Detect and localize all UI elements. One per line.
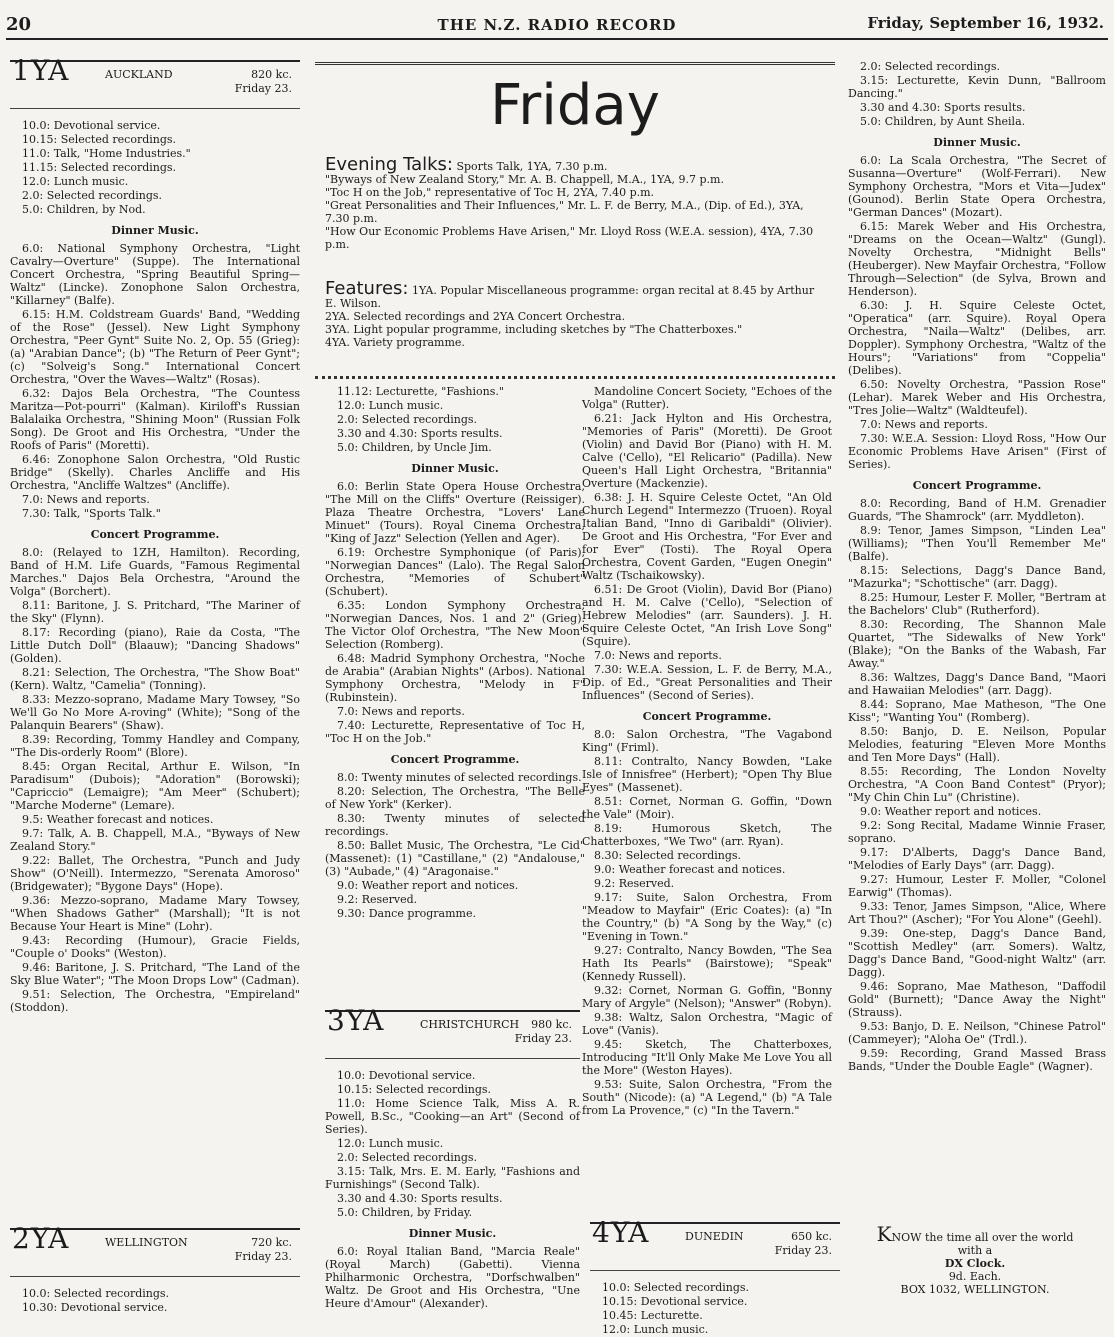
schedule-item: 2.0: Selected recordings. <box>860 60 1001 73</box>
schedule-item: 8.19: Humorous Sketch, The Chatterboxes, "We Two" (arr. Ryan). <box>582 822 832 848</box>
column-1yA <box>10 54 300 1015</box>
schedule-item: 8.25: Humour, Lester F. Moller, "Bertram at the Bachelors' Club" (Rutherford). <box>848 591 1106 617</box>
friday-banner <box>315 62 835 145</box>
schedule-item: 10.0: Selected recordings. <box>22 1287 170 1300</box>
schedule-item: 5.0: Children, by Nod. <box>22 203 146 216</box>
dx-clock-advertisement <box>850 1222 1100 1296</box>
schedule-item: 10.0: Devotional service. <box>337 1069 476 1082</box>
station-day: Friday 23. <box>514 1032 572 1045</box>
talk-line: Sports Talk, 1YA, 7.30 p.m. <box>456 160 608 173</box>
schedule-item: 6.15: H.M. Coldstream Guards' Band, "Wedding of the Rose" (Jessel). New Light Symphony Orchestra, "Peer Gynt" Suite No. 2, Op. 55 (Grieg): (a) "Arabian Dance"; (b) "The Return of Peer Gynt"; (c) "Solveig's Song." International Concert Orchestra, "Over the Waves—Waltz" (Rosas). <box>10 308 300 386</box>
section-heading: Dinner Music. <box>411 462 499 475</box>
schedule-item: 11.12: Lecturette, "Fashions." <box>337 385 504 398</box>
schedule-item: 8.0: Recording, Band of H.M. Grenadier Guards, "The Shamrock" (arr. Myddleton). <box>848 497 1106 523</box>
schedule-item: 11.15: Selected recordings. <box>22 161 177 174</box>
schedule-item: 12.0: Lunch music. <box>22 175 129 188</box>
schedule-item: 11.0: Talk, "Home Industries." <box>22 147 191 160</box>
ad-line: 9d. Each. <box>948 1270 1002 1283</box>
schedule-item: 9.53: Suite, Salon Orchestra, "From the South" (Nicode): (a) "A Legend," (b) "A Tale from La Provence," (c) "In the Tavern." <box>582 1078 832 1117</box>
schedule-item: 9.17: D'Alberts, Dagg's Dance Band, "Melodies of Early Days" (arr. Dagg). <box>848 846 1106 872</box>
feature-line: 3YA. Light popular programme, including sketches by "The Chatterboxes." <box>325 323 743 336</box>
header-rule <box>6 38 1108 40</box>
column-2yA <box>10 1222 300 1315</box>
schedule-item: 7.0: News and reports. <box>860 418 988 431</box>
schedule-item: 10.0: Devotional service. <box>22 119 161 132</box>
schedule-item: 10.0: Selected recordings. <box>602 1281 750 1294</box>
talk-line: "How Our Economic Problems Have Arisen," Mr. Lloyd Ross (W.E.A. session), 4YA, 7.30 p.m. <box>325 225 814 251</box>
schedule-item: 6.0: National Symphony Orchestra, "Light Cavalry—Overture" (Suppe). The International Concert Orchestra, "Spring Beautiful Spring—Waltz" (Lincke). Zonophone Salon Orchestra, "Killarney" (Balfe). <box>10 242 300 307</box>
schedule-item: 5.0: Children, by Uncle Jim. <box>337 441 492 454</box>
schedule-item: 7.0: News and reports. <box>337 705 465 718</box>
publication-title: THE N.Z. RADIO RECORD <box>437 16 677 34</box>
schedule-item: 8.0: (Relayed to 1ZH, Hamilton). Recording, Band of H.M. Life Guards, "Famous Regimental Marches." Dajos Bela Orchestra, "Around the Volga" (Borchert). <box>10 546 300 598</box>
station-call: 2YA <box>12 1222 70 1255</box>
schedule-item: 6.0: La Scala Orchestra, "The Secret of Susanna—Overture" (Wolf-Ferrari). New Symphony Orchestra, "Mors et Vita—Judex" (Gounod). Berlin State Opera Orchestra, "German Dances" (Mozart). <box>848 154 1106 219</box>
schedule-item: 8.50: Ballet Music, The Orchestra, "Le Cid" (Massenet): (1) "Castillane," (2) "Andalouse," (3) "Aubade," (4) "Aragonaise." <box>325 839 585 878</box>
banner-title: Friday <box>490 73 660 138</box>
schedule-item: 9.45: Sketch, The Chatterboxes, Introducing "It'll Only Make Me Love You all the More" (Weston Hayes). <box>582 1038 832 1077</box>
section-heading: Dinner Music. <box>933 136 1021 149</box>
column-2yA-continued <box>325 385 585 921</box>
station-frequency: 980 kc. <box>531 1018 572 1031</box>
schedule-item: 3.30 and 4.30: Sports results. <box>337 1192 503 1205</box>
station-city: CHRISTCHURCH <box>420 1018 520 1031</box>
ad-line: with a <box>957 1244 993 1257</box>
schedule-item: 9.7: Talk, A. B. Chappell, M.A., "Byways of New Zealand Story." <box>10 827 300 853</box>
schedule-item: 8.36: Waltzes, Dagg's Dance Band, "Maori and Hawaiian Melodies" (arr. Dagg). <box>848 671 1106 697</box>
station-day: Friday 23. <box>234 82 292 95</box>
schedule-item: 9.46: Baritone, J. S. Pritchard, "The Land of the Sky Blue Water"; "The Moon Drops Low" (Cadman). <box>10 961 300 987</box>
schedule-item: 6.50: Novelty Orchestra, "Passion Rose" (Lehar). Marek Weber and His Orchestra, "Tres Jolie—Waltz" (Waldteufel). <box>848 378 1106 417</box>
talk-line: "Toc H on the Job," representative of Toc H, 2YA, 7.40 p.m. <box>325 186 655 199</box>
schedule-item: 8.11: Contralto, Nancy Bowden, "Lake Isle of Innisfree" (Herbert); "Open Thy Blue Eyes" (Massenet). <box>582 755 832 794</box>
schedule-item: 8.0: Salon Orchestra, "The Vagabond King" (Friml). <box>582 728 832 754</box>
schedule-item: 9.2: Reserved. <box>337 893 418 906</box>
schedule-item: Mandoline Concert Society, "Echoes of the Volga" (Rutter). <box>582 385 832 411</box>
schedule-item: 6.32: Dajos Bela Orchestra, "The Countess Maritza—Pot-pourri" (Kalman). Kiriloff's Russian Balalaika Orchestra, "Shining Moon" (Russian Folk Song). De Groot and His Orchestra, "Under the Roofs of Paris" (Moretti). <box>10 387 300 452</box>
schedule-item: 9.59: Recording, Grand Massed Brass Bands, "Under the Double Eagle" (Wagner). <box>848 1047 1106 1073</box>
station-header-3yA <box>325 1004 580 1059</box>
schedule-item: 8.30: Recording, The Shannon Male Quartet, "The Sidewalks of New York" (Blake); "On the Banks of the Wabash, Far Away." <box>848 618 1106 670</box>
schedule-item: 3.15: Talk, Mrs. E. M. Early, "Fashions and Furnishings" (Second Talk). <box>325 1165 580 1191</box>
schedule-item: 6.48: Madrid Symphony Orchestra, "Noche de Arabia" (Arabian Nights" (Arbos). National Symphony Orchestra, "Melody in F" (Rubinstein). <box>325 652 585 704</box>
dotted-divider <box>315 376 835 385</box>
schedule-item: 8.30: Twenty minutes of selected recordings. <box>325 812 585 838</box>
station-city: DUNEDIN <box>685 1230 744 1243</box>
ad-dropcap: K <box>876 1222 892 1246</box>
section-heading: Concert Programme. <box>90 528 220 541</box>
schedule-item: 8.15: Selections, Dagg's Dance Band, "Mazurka"; "Schottische" (arr. Dagg). <box>848 564 1106 590</box>
schedule-item: 6.46: Zonophone Salon Orchestra, "Old Rustic Bridge" (Skelly). Charles Ancliffe and His Orchestra, "Ancliffe Waltzes" (Ancliffe). <box>10 453 300 492</box>
section-heading: Concert Programme. <box>912 479 1042 492</box>
evening-talks <box>325 154 825 251</box>
schedule-item: 8.33: Mezzo-soprano, Madame Mary Towsey, "So We'll Go No More A-roving" (White); "Song of the Palanquin Bearers" (Shaw). <box>10 693 300 732</box>
schedule-item: 9.33: Tenor, James Simpson, "Alice, Where Art Thou?" (Ascher); "For You Alone" (Geehl). <box>848 900 1106 926</box>
schedule-item: 9.30: Dance programme. <box>337 907 476 920</box>
schedule-item: 8.17: Recording (piano), Raie da Costa, "The Little Dutch Doll" (Blaauw); "Dancing Shadows" (Golden). <box>10 626 300 665</box>
schedule-item: 6.15: Marek Weber and His Orchestra, "Dreams on the Ocean—Waltz" (Gungl). Novelty Orchestra, "Midnight Bells" (Heuberger). New Mayfair Orchestra, "Follow Through—Selection" (de Sylva, Brown and Henderson). <box>848 220 1106 298</box>
station-call: 3YA <box>327 1004 385 1037</box>
column-4yA-continued <box>848 60 1106 1074</box>
schedule-item: 9.5: Weather forecast and notices. <box>22 813 214 826</box>
station-city: AUCKLAND <box>105 68 173 81</box>
schedule-item: 12.0: Lunch music. <box>602 1323 709 1336</box>
station-city: WELLINGTON <box>105 1236 188 1249</box>
station-day: Friday 23. <box>774 1244 832 1257</box>
schedule-item: 8.39: Recording, Tommy Handley and Company, "The Dis-orderly Room" (Blore). <box>10 733 300 759</box>
schedule-item: 8.51: Cornet, Norman G. Goffin, "Down the Vale" (Moir). <box>582 795 832 821</box>
schedule-item: 8.9: Tenor, James Simpson, "Linden Lea" (Williams); "Then You'll Remember Me" (Balfe). <box>848 524 1106 563</box>
schedule-item: 5.0: Children, by Aunt Sheila. <box>860 115 1026 128</box>
schedule-item: 6.38: J. H. Squire Celeste Octet, "An Old Church Legend" Intermezzo (Truoen). Royal Italian Band, "Inno di Garibaldi" (Olivier). De Groot and His Orchestra, "For Ever and for Ever" (Tosti). The Royal Opera Orchestra, Covent Garden, "Eugen Onegin" Waltz (Tschaikowsky). <box>582 491 832 582</box>
schedule-item: 8.21: Selection, The Orchestra, "The Show Boat" (Kern). Waltz, "Camelia" (Tonning). <box>10 666 300 692</box>
section-heading: Dinner Music. <box>111 224 199 237</box>
ad-line: DX Clock. <box>944 1257 1006 1270</box>
station-header-1yA <box>10 54 300 109</box>
schedule-item: 6.21: Jack Hylton and His Orchestra, "Memories of Paris" (Moretti). De Groot (Violin) and David Bor (Piano) with H. M. Calve ('Cello), "El Relicario" (Padilla). New Queen's Hall Light Orchestra, "Britannia" Overture (Mackenzie). <box>582 412 832 490</box>
schedule-item: 10.45: Lecturette. <box>602 1309 703 1322</box>
station-frequency: 820 kc. <box>251 68 292 81</box>
schedule-item: 9.36: Mezzo-soprano, Madame Mary Towsey, "When Shadows Gather" (Marshall); "It is not Because Your Heart is Mine" (Lohr). <box>10 894 300 933</box>
schedule-item: 10.15: Devotional service. <box>602 1295 748 1308</box>
schedule-item: 6.0: Royal Italian Band, "Marcia Reale" (Royal March) (Gabetti). Vienna Philharmonic Orchestra, "Dorfschwalben" Waltz. De Groot and His Orchestra, "Une Heure d'Amour" (Alexander). <box>325 1245 580 1310</box>
schedule-item: 3.30 and 4.30: Sports results. <box>337 427 503 440</box>
schedule-item: 11.0: Home Science Talk, Miss A. R. Powell, B.Sc., "Cooking—an Art" (Second of Series). <box>325 1097 580 1136</box>
features-label: Features: <box>325 278 409 299</box>
talk-line: "Great Personalities and Their Influences," Mr. L. F. de Berry, M.A., (Dip. of Ed.), 3YA, 7.30 p.m. <box>325 199 804 225</box>
schedule-item: 9.0: Weather report and notices. <box>860 805 1042 818</box>
schedule-item: 2.0: Selected recordings. <box>337 1151 478 1164</box>
schedule-item: 12.0: Lunch music. <box>337 1137 444 1150</box>
schedule-item: 9.2: Reserved. <box>594 877 675 890</box>
schedule-item: 9.17: Suite, Salon Orchestra, From "Meadow to Mayfair" (Eric Coates): (a) "In the Country," (b) "A Song by the Way," (c) "Evening in Town." <box>582 891 832 943</box>
schedule-item: 7.30: Talk, "Sports Talk." <box>22 507 161 520</box>
station-call: 4YA <box>592 1216 650 1249</box>
schedule-item: 10.15: Selected recordings. <box>22 133 177 146</box>
schedule-item: 8.0: Twenty minutes of selected recordings. <box>337 771 582 784</box>
ad-line: NOW the time all over the world <box>891 1231 1074 1244</box>
schedule-item: 9.2: Song Recital, Madame Winnie Fraser, soprano. <box>848 819 1106 845</box>
station-frequency: 720 kc. <box>251 1236 292 1249</box>
station-header-2yA <box>10 1222 300 1277</box>
schedule-item: 9.0: Weather forecast and notices. <box>594 863 786 876</box>
schedule-item: 9.46: Soprano, Mae Matheson, "Daffodil Gold" (Burnett); "Dance Away the Night" (Strauss). <box>848 980 1106 1019</box>
evening-talks-label: Evening Talks: <box>325 154 453 175</box>
features <box>325 278 825 349</box>
schedule-item: 3.30 and 4.30: Sports results. <box>860 101 1026 114</box>
schedule-item: 6.0: Berlin State Opera House Orchestra, "The Mill on the Cliffs" Overture (Reissiger). Plaza Theatre Orchestra, "Lovers' Lane Minuet" (Tours). Royal Cinema Orchestra, "King of Jazz" Selection (Yellen and Ager). <box>325 480 585 545</box>
schedule-item: 9.53: Banjo, D. E. Neilson, "Chinese Patrol" (Cammeyer); "Aloha Oe" (Trdl.). <box>848 1020 1106 1046</box>
schedule-item: 10.15: Selected recordings. <box>337 1083 492 1096</box>
schedule-item: 9.27: Humour, Lester F. Moller, "Colonel Earwig" (Thomas). <box>848 873 1106 899</box>
page-number: 20 <box>6 14 32 35</box>
page-header <box>0 8 1114 38</box>
column-3yA-continued <box>582 385 832 1118</box>
feature-line: 4YA. Variety programme. <box>325 336 465 349</box>
schedule-item: 9.39: One-step, Dagg's Dance Band, "Scottish Medley" (arr. Somers). Waltz, Dagg's Dance Band, "Good-night Waltz" (arr. Dagg). <box>848 927 1106 979</box>
schedule-item: 6.19: Orchestre Symphonique (of Paris), "Norwegian Dances" (Lalo). The Regal Salon Orchestra, "Memories of Schubert" (Schubert). <box>325 546 585 598</box>
station-day: Friday 23. <box>234 1250 292 1263</box>
schedule-item: 3.15: Lecturette, Kevin Dunn, "Ballroom Dancing." <box>848 74 1106 100</box>
schedule-item: 8.55: Recording, The London Novelty Orchestra, "A Coon Band Contest" (Pryor); "My Chin Chin Lu" (Christine). <box>848 765 1106 804</box>
day-schedule <box>10 119 300 216</box>
issue-date: Friday, September 16, 1932. <box>867 14 1104 32</box>
section-heading: Dinner Music. <box>408 1227 497 1240</box>
schedule-item: 12.0: Lunch music. <box>337 399 444 412</box>
ad-line: BOX 1032, WELLINGTON. <box>900 1283 1050 1296</box>
station-header-4yA <box>590 1216 840 1271</box>
schedule-item: 7.30: W.E.A. Session, L. F. de Berry, M.A., Dip. of Ed., "Great Personalities and Their Influences" (Second of Series). <box>582 663 832 702</box>
schedule-item: 8.11: Baritone, J. S. Pritchard, "The Mariner of the Sky" (Flynn). <box>10 599 300 625</box>
station-frequency: 650 kc. <box>791 1230 832 1243</box>
schedule-item: 6.35: London Symphony Orchestra, "Norwegian Dances, Nos. 1 and 2" (Grieg). The Victor Olof Orchestra, "The New Moon" Selection (Romberg). <box>325 599 585 651</box>
schedule-item: 7.40: Lecturette, Representative of Toc H, "Toc H on the Job." <box>325 719 585 745</box>
schedule-item: 9.27: Contralto, Nancy Bowden, "The Sea Hath Its Pearls" (Bairstowe); "Speak" (Kennedy Russell). <box>582 944 832 983</box>
section-heading: Concert Programme. <box>642 710 772 723</box>
schedule-item: 9.0: Weather report and notices. <box>337 879 519 892</box>
schedule-item: 8.50: Banjo, D. E. Neilson, Popular Melodies, featuring "Eleven More Months and Ten More Days" (Hall). <box>848 725 1106 764</box>
column-3yA <box>325 1004 580 1311</box>
schedule-item: 7.30: W.E.A. Session: Lloyd Ross, "How Our Economic Problems Have Arisen" (First of Series). <box>848 432 1106 471</box>
feature-line: 1YA. Popular Miscellaneous programme: organ recital at 8.45 by Arthur E. Wilson. <box>325 284 815 310</box>
schedule-item: 9.43: Recording (Humour), Gracie Fields, "Couple o' Dooks" (Weston). <box>10 934 300 960</box>
schedule-item: 6.30: J. H. Squire Celeste Octet, "Operatica" (arr. Squire). Royal Opera Orchestra, "Naila—Waltz" (Delibes, arr. Doppler). Symphony Orchestra, "Waltz of the Hours"; "Variations" from "Coppelia" (Delibes). <box>848 299 1106 377</box>
schedule-item: 6.51: De Groot (Violin), David Bor (Piano) and H. M. Calve ('Cello), "Selection of Hebrew Melodies" (arr. Saunders). J. H. Squire Celeste Octet, "An Irish Love Song" (Squire). <box>582 583 832 648</box>
schedule-item: 7.0: News and reports. <box>594 649 722 662</box>
schedule-item: 9.51: Selection, The Orchestra, "Empireland" (Stoddon). <box>10 988 300 1014</box>
schedule-item: 8.44: Soprano, Mae Matheson, "The One Kiss"; "Wanting You" (Romberg). <box>848 698 1106 724</box>
feature-line: 2YA. Selected recordings and 2YA Concert Orchestra. <box>325 310 626 323</box>
schedule-item: 2.0: Selected recordings. <box>337 413 478 426</box>
schedule-item: 9.22: Ballet, The Orchestra, "Punch and Judy Show" (O'Neill). Intermezzo, "Serenata Amoroso" (Bridgewater); "Bygone Days" (Hope). <box>10 854 300 893</box>
schedule-item: 2.0: Selected recordings. <box>22 189 163 202</box>
schedule-item: 8.30: Selected recordings. <box>594 849 742 862</box>
talk-line: "Byways of New Zealand Story," Mr. A. B. Chappell, M.A., 1YA, 9.7 p.m. <box>325 173 724 186</box>
schedule-item: 9.32: Cornet, Norman G. Goffin, "Bonny Mary of Argyle" (Nelson); "Answer" (Robyn). <box>582 984 832 1010</box>
station-call: 1YA <box>12 54 70 87</box>
column-4yA <box>590 1216 840 1337</box>
schedule-item: 9.38: Waltz, Salon Orchestra, "Magic of Love" (Vanis). <box>582 1011 832 1037</box>
section-heading: Concert Programme. <box>390 753 520 766</box>
schedule-item: 8.20: Selection, The Orchestra, "The Belle of New York" (Kerker). <box>325 785 585 811</box>
schedule-item: 5.0: Children, by Friday. <box>337 1206 473 1219</box>
schedule-item: 7.0: News and reports. <box>22 493 150 506</box>
schedule-item: 8.45: Organ Recital, Arthur E. Wilson, "In Paradisum" (Dubois); "Adoration" (Borowski); "Capriccio" (Lemaigre); "Am Meer" (Schubert); "Marche Moderne" (Lemare). <box>10 760 300 812</box>
schedule-item: 10.30: Devotional service. <box>22 1301 168 1314</box>
